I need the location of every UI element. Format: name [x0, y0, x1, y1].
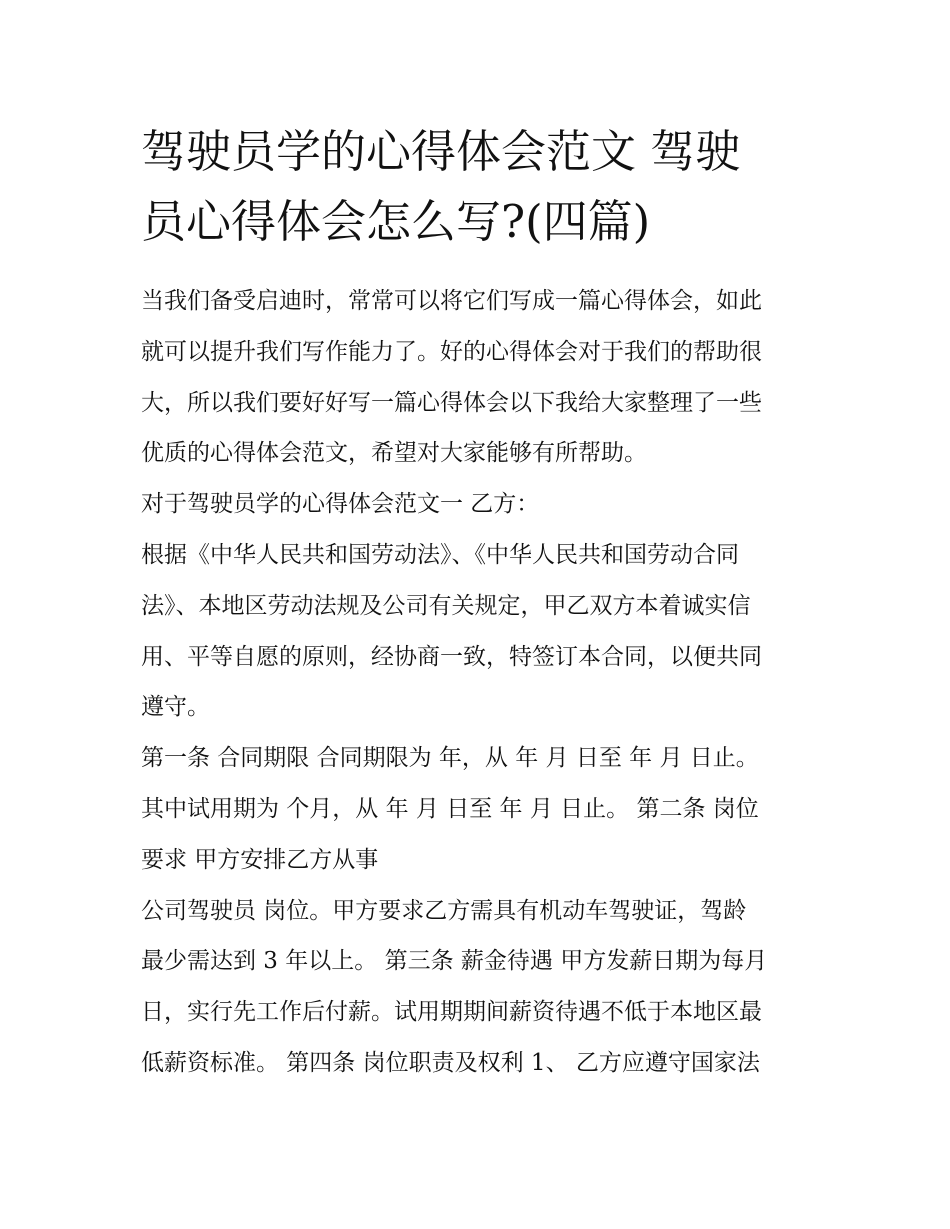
basis-paragraph — [141, 530, 821, 733]
text-line: 低薪资标准。 第四条 岗位职责及权利 1、 乙方应遵守国家法 — [141, 1049, 760, 1076]
text-line: 其中试用期为 个月，从 年 月 日至 年 月 日止。 第二条 岗位 — [141, 795, 759, 822]
title-line: 驾驶员学的心得体会范文 驾驶 — [141, 125, 741, 178]
text-line: 法》、本地区劳动法规及公司有关规定，甲乙双方本着诚实信 — [141, 592, 751, 619]
title-line: 员心得体会怎么写?(四篇) — [141, 195, 651, 248]
text-line: 公司驾驶员 岗位。甲方要求乙方需具有机动车驾驶证，驾龄 — [141, 897, 747, 924]
text-line: 就可以提升我们写作能力了。好的心得体会对于我们的帮助很 — [141, 338, 762, 365]
text-line: 用、平等自愿的原则，经协商一致，特签订本合同，以便共同 — [141, 643, 762, 670]
intro-paragraph — [141, 276, 821, 479]
page-title — [141, 117, 821, 257]
document-body — [141, 276, 821, 1089]
text-line: 要求 甲方安排乙方从事 — [141, 846, 379, 873]
position-paragraph — [141, 886, 821, 1089]
section-heading-paragraph — [141, 479, 821, 530]
text-line: 最少需达到 3 年以上。 第三条 薪金待遇 甲方发薪日期为每月 — [141, 948, 768, 975]
text-line: 第一条 合同期限 合同期限为 年，从 年 月 日至 年 月 日止。 — [141, 745, 759, 772]
text-line: 日，实行先工作后付薪。试用期期间薪资待遇不低于本地区最 — [141, 999, 762, 1026]
text-line: 优质的心得体会范文，希望对大家能够有所帮助。 — [141, 440, 647, 467]
text-line: 大，所以我们要好好写一篇心得体会以下我给大家整理了一些 — [141, 389, 762, 416]
text-line: 当我们备受启迪时，常常可以将它们写成一篇心得体会，如此 — [141, 288, 762, 314]
term-paragraph — [141, 733, 821, 885]
text-line: 遵守。 — [141, 694, 210, 721]
text-line: 对于驾驶员学的心得体会范文一 乙方： — [141, 491, 540, 518]
text-line: 根据《中华人民共和国劳动法》、《中华人民共和国劳动合同 — [141, 541, 739, 568]
